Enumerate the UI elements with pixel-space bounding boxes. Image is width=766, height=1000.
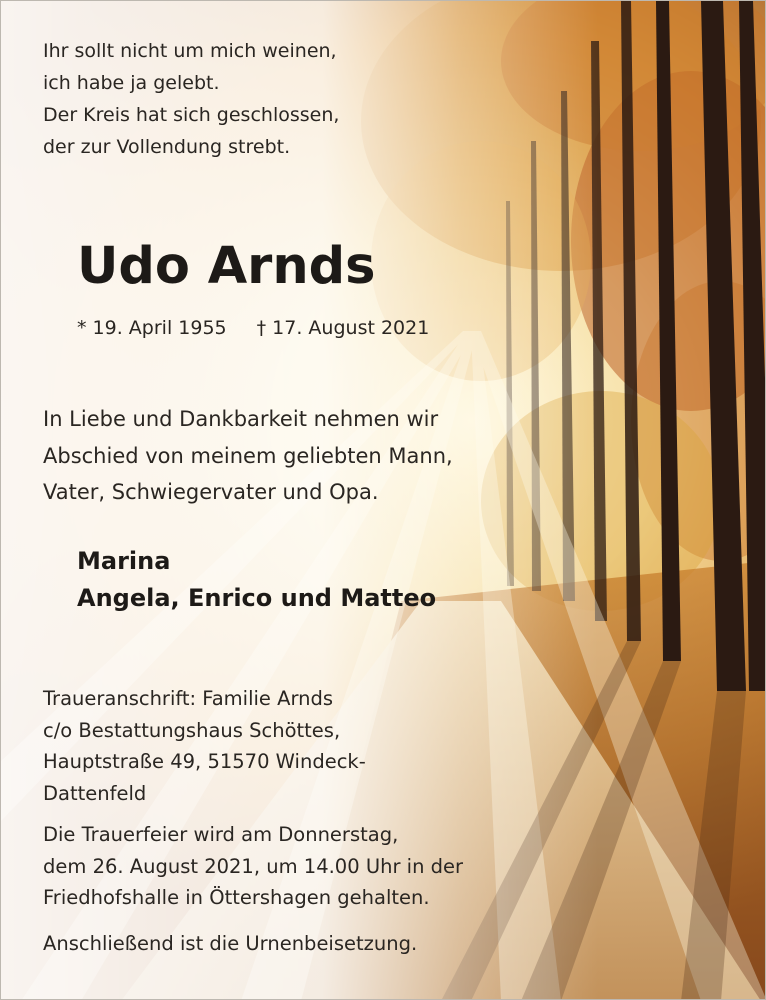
ceremony-info	[43, 819, 463, 914]
mourners	[77, 543, 436, 617]
mourner-line: Marina	[77, 547, 171, 575]
address-line: c/o Bestattungshaus Schöttes,	[43, 718, 341, 742]
poem-line: Ihr sollt nicht um mich weinen,	[43, 40, 337, 62]
farewell-text	[43, 401, 453, 511]
deceased-name: Udo Arnds	[77, 237, 376, 296]
farewell-line: Abschied von meinem geliebten Mann,	[43, 443, 453, 468]
poem-line: der zur Vollendung strebt.	[43, 136, 291, 158]
birth-date: * 19. April 1955	[77, 317, 227, 339]
burial-info	[43, 928, 417, 960]
farewell-line: In Liebe und Dankbarkeit nehmen wir	[43, 407, 439, 431]
poem-line: ich habe ja gelebt.	[43, 72, 220, 94]
life-dates	[77, 317, 429, 339]
ceremony-line: Die Trauerfeier wird am Donnerstag,	[43, 823, 399, 846]
poem	[43, 35, 339, 163]
poem-line: Der Kreis hat sich geschlossen,	[43, 104, 340, 126]
ceremony-line: Friedhofshalle in Öttershagen gehalten.	[43, 886, 430, 909]
address-line: Traueranschrift: Familie Arnds	[43, 687, 334, 710]
mourning-address	[43, 683, 366, 809]
mourner-line: Angela, Enrico und Matteo	[77, 584, 437, 612]
farewell-line: Vater, Schwiegervater und Opa.	[43, 480, 379, 504]
death-date: † 17. August 2021	[256, 317, 430, 339]
burial-line: Anschließend ist die Urnenbeisetzung.	[43, 932, 418, 955]
address-line: Dattenfeld	[43, 781, 147, 805]
address-line: Hauptstraße 49, 51570 Windeck-	[43, 750, 366, 773]
ceremony-line: dem 26. August 2021, um 14.00 Uhr in der	[43, 854, 464, 878]
